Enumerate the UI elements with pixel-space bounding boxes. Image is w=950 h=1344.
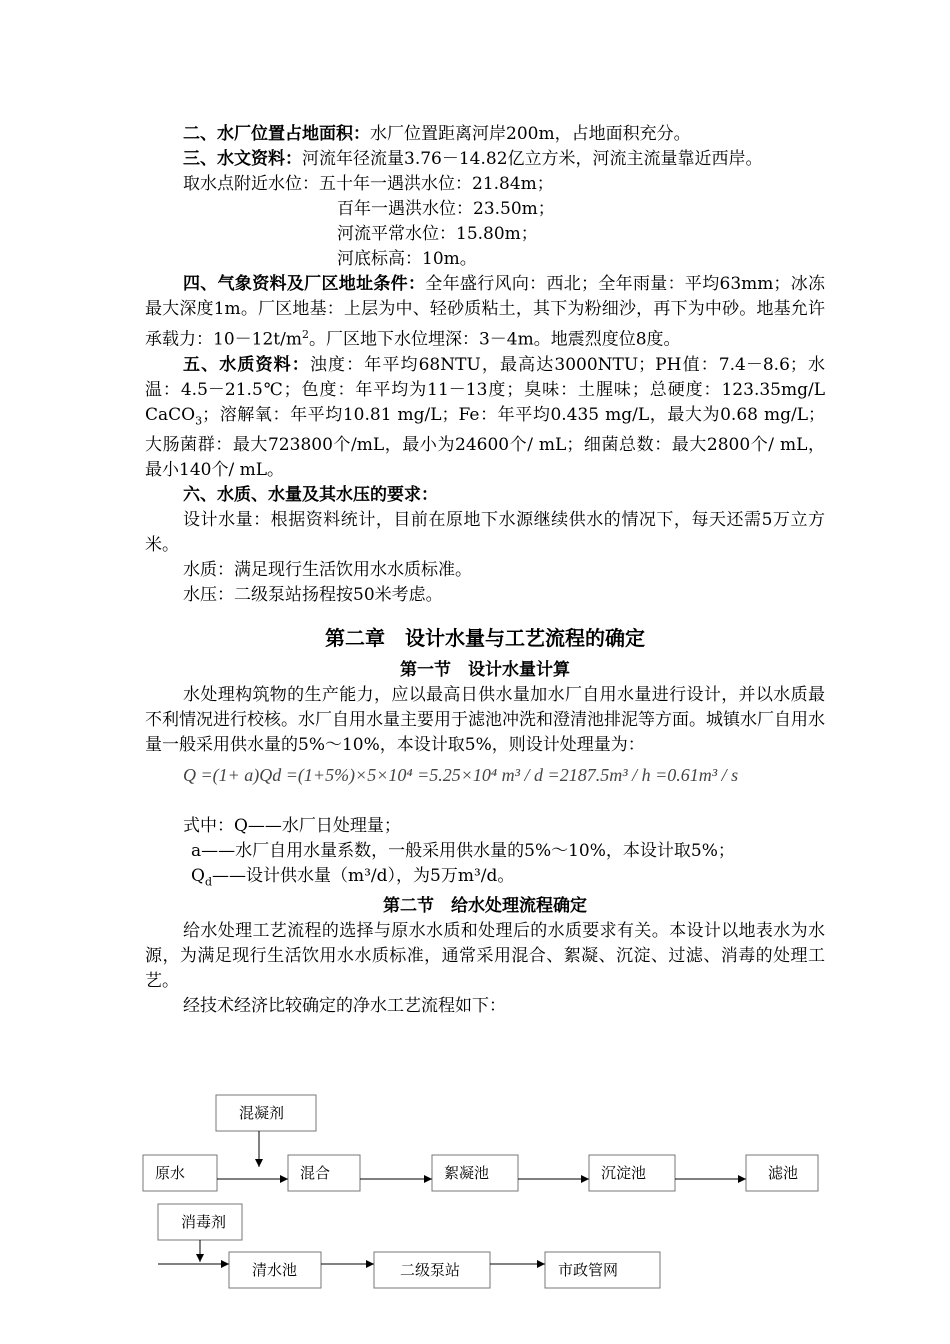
section-6-title: 六、水质、水量及其水压的要求： bbox=[183, 485, 438, 506]
water-level-line: 河底标高：10m。 bbox=[337, 249, 477, 269]
section-5-text-a: 浊度：年平均68NTU，最高达3000NTU；PH值：7.4－8.6；水温：4.5－21.5℃；色度：年平均为11－13度；臭味：土腥味；总硬度：123.35mg/L CaCO bbox=[145, 354, 826, 425]
water-pressure: 水压：二级泵站扬程按50米考虑。 bbox=[183, 585, 443, 606]
section-2-title: 二、水厂位置占地面积： bbox=[183, 124, 370, 144]
section-5-text-b: ；溶解氧：年平均10.81 mg/L；Fe：年平均0.435 mg/L，最大为0.68 mg/L；大肠菌群：最大723800个/mL，最小为24600个/ mL；细菌总数：最大2800个/ mL，最小140个/ mL。 bbox=[145, 404, 825, 481]
chapter-title: 第二章 设计水量与工艺流程的确定 bbox=[325, 626, 645, 651]
municipal-network-label: 市政管网 bbox=[558, 1261, 619, 1279]
qd-text: ——设计供水量（m³/d），为5万m³/d。 bbox=[211, 866, 515, 887]
section-2-text: 水厂位置距离河岸200m，占地面积充分。 bbox=[370, 124, 691, 144]
sedimentation-label: 沉淀池 bbox=[601, 1164, 647, 1182]
formula-where: 式中：Q——水厂日处理量； bbox=[183, 816, 401, 837]
section-2-paragraph: 给水处理工艺流程的选择与原水水质和处理后的水质要求有关。本设计以地表水为水源，为满足现行生活饮用水水质标准，通常采用混合、絮凝、沉淀、过滤、消毒的处理工艺。 bbox=[145, 921, 825, 992]
raw-water-label: 原水 bbox=[155, 1164, 186, 1182]
formula: Q =(1+ a)Qd =(1+5%)×5×10⁴ =5.25×10⁴ m³ / d =2187.5m³ / h =0.61m³ / s bbox=[183, 765, 739, 786]
section-4-text-a: 全年盛行风向：西北；全年雨量：平均63mm；冰冻最大深度1m。厂区地基：上层为中、轻砂质粘土，其下为粉细沙，再下为中砂。地基允许承载力：10－12t/m bbox=[145, 274, 825, 350]
filter-label: 滤池 bbox=[768, 1164, 799, 1182]
qd-subscript: d bbox=[204, 875, 212, 889]
section-5-title: 五、水质资料： bbox=[183, 354, 310, 375]
section-4-text-b: 。厂区地下水位埋深：3－4m。地震烈度位8度。 bbox=[308, 329, 681, 350]
water-level-intro: 取水点附近水位：五十年一遇洪水位：21.84m； bbox=[183, 174, 554, 194]
water-level-line: 百年一遇洪水位：23.50m； bbox=[337, 199, 555, 219]
coagulant-label: 混凝剂 bbox=[239, 1104, 285, 1122]
formula-a-definition: a——水厂自用水量系数，一般采用供水量的5%～10%，本设计取5%； bbox=[191, 841, 735, 862]
qd-symbol: Q bbox=[191, 866, 205, 887]
section-5-sub: 3 bbox=[195, 414, 203, 428]
section-2-title-flow: 第二节 给水处理流程确定 bbox=[383, 896, 587, 917]
section-1-paragraph: 水处理构筑物的生产能力，应以最高日供水量加水厂自用水量进行设计，并以水质最不利情况进行校核。水厂自用水量主要用于滤池冲洗和澄清池排泥等方面。城镇水厂自用水量一般采用供水量的5%～10%，本设计取5%，则设计处理量为： bbox=[145, 685, 825, 756]
section-4-sup: 2 bbox=[301, 328, 309, 341]
water-level-line: 河流平常水位：15.80m； bbox=[337, 224, 538, 244]
flow-lead: 经技术经济比较确定的净水工艺流程如下： bbox=[183, 996, 506, 1017]
pump-station-label: 二级泵站 bbox=[400, 1261, 461, 1279]
water-quality: 水质：满足现行生活饮用水水质标准。 bbox=[183, 560, 472, 581]
flocculation-label: 絮凝池 bbox=[444, 1164, 490, 1182]
design-water-amount: 设计水量：根据资料统计，目前在原地下水源继续供水的情况下，每天还需5万立方米。 bbox=[145, 510, 825, 556]
section-3-title: 三、水文资料： bbox=[183, 149, 302, 169]
disinfectant-label: 消毒剂 bbox=[181, 1213, 227, 1231]
section-1-title: 第一节 设计水量计算 bbox=[400, 660, 570, 681]
clear-well-label: 清水池 bbox=[252, 1261, 298, 1279]
section-3-text: 河流年径流量3.76－14.82亿立方米，河流主流量靠近西岸。 bbox=[302, 149, 763, 169]
mixing-label: 混合 bbox=[300, 1164, 331, 1182]
section-4-title: 四、气象资料及厂区地址条件： bbox=[183, 274, 426, 294]
